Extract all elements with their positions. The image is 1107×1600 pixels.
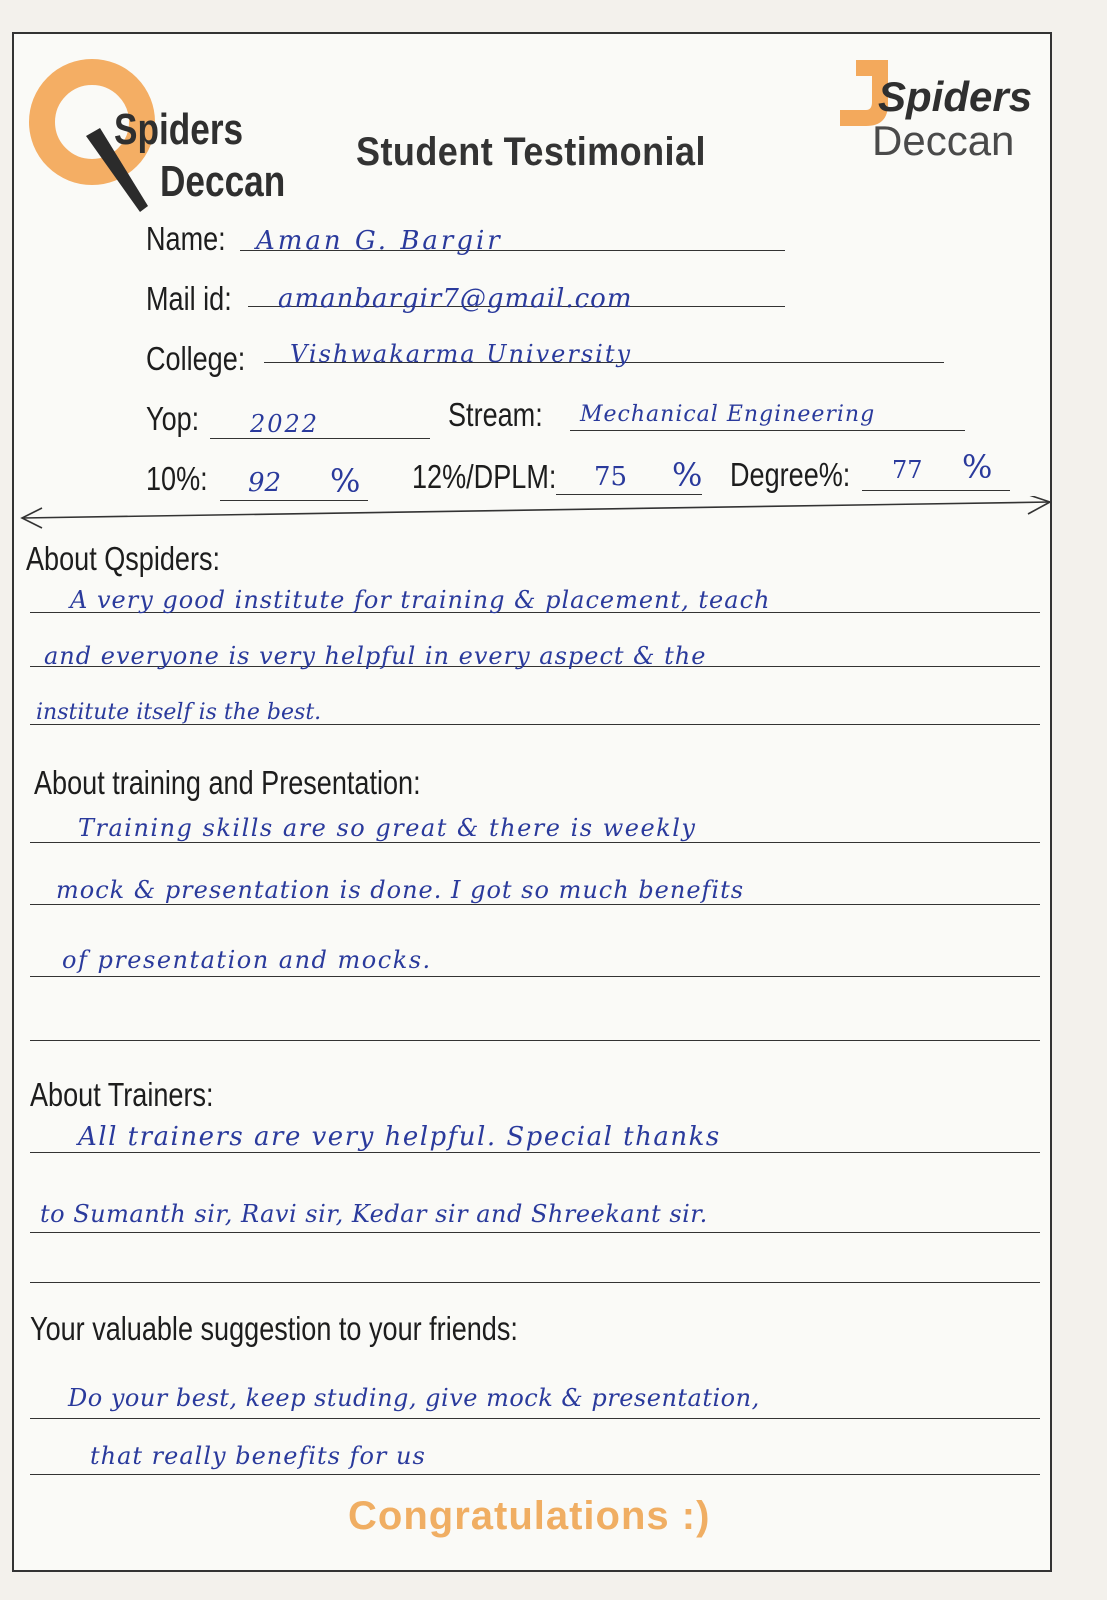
training-heading: About training and Presentation:: [34, 764, 421, 801]
twelfth-label: 12%/DPLM:: [412, 458, 557, 495]
stream-value: Mechanical Engineering: [580, 402, 876, 427]
name-value: Aman G. Bargir: [256, 226, 503, 256]
qspiders-logo-line1: Spiders: [114, 105, 244, 154]
trainers-line-2: to Sumanth sir, Ravi sir, Kedar sir and Shreekant sir.: [40, 1200, 708, 1228]
page-title: Student Testimonial: [356, 130, 706, 174]
twelfth-unit: %: [672, 456, 703, 494]
tenth-unit: %: [330, 462, 361, 500]
suggestion-heading: Your valuable suggestion to your friends:: [30, 1310, 518, 1347]
trainers-heading: About Trainers:: [30, 1076, 214, 1113]
yop-value: 2022: [250, 410, 320, 438]
degree-unit: %: [962, 448, 993, 486]
jspiders-logo-line2: Deccan: [872, 117, 1015, 164]
qspiders-line-3: institute itself is the best.: [36, 700, 322, 725]
qspiders-line-2: and everyone is very helpful in every aspect & the: [44, 642, 707, 670]
training-line-2: mock & presentation is done. I got so much benefits: [56, 876, 745, 904]
tenth-label: 10%:: [146, 460, 208, 497]
suggestion-line-1: Do your best, keep studing, give mock & presentation,: [68, 1384, 760, 1412]
suggestion-line-2: that really benefits for us: [90, 1442, 426, 1470]
qspiders-heading: About Qspiders:: [26, 540, 221, 577]
yop-label: Yop:: [146, 400, 200, 437]
degree-value: 77: [892, 456, 923, 484]
training-line-1: Training skills are so great & there is weekly: [78, 814, 697, 842]
jspiders-logo: [836, 56, 1046, 176]
college-label: College:: [146, 340, 246, 377]
training-line-3: of presentation and mocks.: [62, 946, 432, 974]
qspiders-line-1: A very good institute for training & placement, teach: [70, 586, 771, 614]
stream-label: Stream:: [448, 396, 543, 433]
jspiders-logo-line1: Spiders: [878, 73, 1033, 120]
arrow-divider: [16, 496, 1056, 536]
tenth-value: 92: [248, 468, 282, 498]
mail-value: amanbargir7@gmail.com: [278, 284, 633, 314]
name-label: Name:: [146, 220, 226, 257]
trainers-line-1: All trainers are very helpful. Special thanks: [78, 1122, 721, 1152]
college-value: Vishwakarma University: [290, 340, 633, 368]
mail-label: Mail id:: [146, 280, 232, 317]
twelfth-value: 75: [594, 462, 628, 492]
qspiders-logo-line2: Deccan: [160, 157, 286, 206]
degree-label: Degree%:: [730, 456, 851, 493]
qspiders-logo: [26, 56, 296, 216]
congratulations-text: Congratulations :): [348, 1494, 711, 1538]
